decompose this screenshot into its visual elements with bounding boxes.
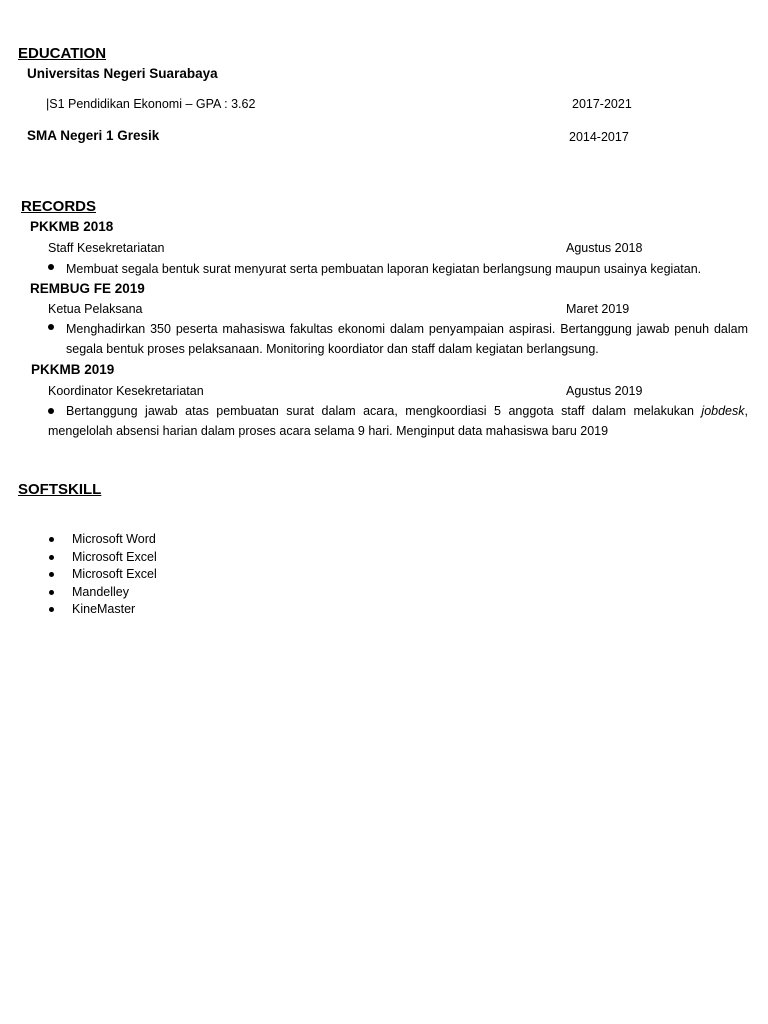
list-item: Microsoft Excel bbox=[48, 566, 157, 584]
record-role: Ketua Pelaksana bbox=[48, 302, 143, 316]
record-role: Koordinator Kesekretariatan bbox=[48, 384, 204, 398]
education-heading: EDUCATION bbox=[18, 45, 107, 62]
record-date: Maret 2019 bbox=[566, 302, 630, 316]
university-name: Universitas Negeri Suarabaya bbox=[27, 66, 218, 81]
softskill-list bbox=[48, 531, 157, 619]
record-role: Staff Kesekretariatan bbox=[48, 241, 165, 255]
list-item: Microsoft Excel bbox=[48, 549, 157, 567]
highschool-name: SMA Negeri 1 Gresik bbox=[27, 128, 160, 143]
record-description: Menghadirkan 350 peserta mahasiswa fakultas ekonomi dalam penyampaian aspirasi. Bertanggung jawab penuh dalam segala bentuk proses pelaksanaan. Monitoring koordiator dan staff dalam kegiatan berlangsung. bbox=[66, 322, 748, 356]
record-event-title: PKKMB 2019 bbox=[31, 362, 115, 377]
record-description: Bertanggung jawab atas pembuatan surat dalam acara, mengkoordiasi 5 anggota staff dalam melakukan jobdesk, mengelolah absensi harian dalam proses acara selama 9 hari. Menginput data mahasiswa baru 2019 bbox=[48, 404, 748, 438]
bullet-icon bbox=[48, 408, 54, 414]
record-event-title: REMBUG FE 2019 bbox=[30, 281, 145, 296]
records-heading: RECORDS bbox=[21, 198, 97, 215]
softskill-heading: SOFTSKILL bbox=[18, 481, 102, 498]
record-description: Membuat segala bentuk surat menyurat serta pembuatan laporan kegiatan berlangsung maupun usainya kegiatan. bbox=[66, 262, 702, 276]
degree-years: 2017-2021 bbox=[572, 97, 632, 111]
record-date: Agustus 2019 bbox=[566, 384, 643, 398]
record-event-title: PKKMB 2018 bbox=[30, 219, 114, 234]
list-item: Microsoft Word bbox=[48, 531, 157, 549]
highschool-years: 2014-2017 bbox=[569, 130, 629, 144]
degree-text: |S1 Pendidikan Ekonomi – GPA : 3.62 bbox=[46, 97, 256, 111]
list-item: Mandelley bbox=[48, 584, 157, 602]
list-item: KineMaster bbox=[48, 601, 157, 619]
record-date: Agustus 2018 bbox=[566, 241, 643, 255]
